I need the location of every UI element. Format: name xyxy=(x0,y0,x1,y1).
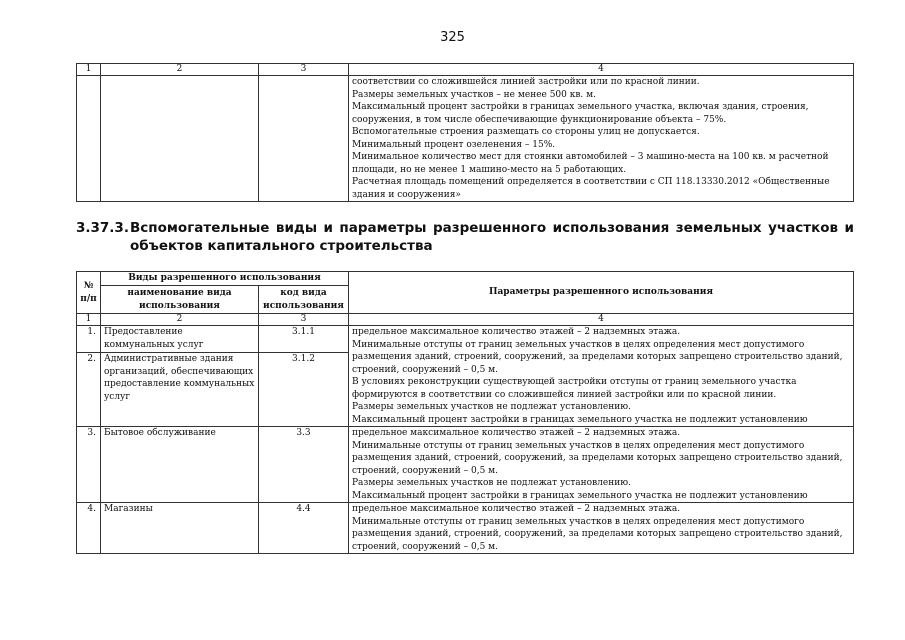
col-number: 1 xyxy=(77,64,101,76)
col-number: 3 xyxy=(259,64,349,76)
section-heading xyxy=(76,219,854,255)
param-line: Максимальный процент застройки в границах земельного участка не подлежит установлению xyxy=(352,490,808,501)
top-table xyxy=(76,63,854,202)
param-line: предельное максимальное количество этажей – 2 надземных этажа. xyxy=(352,504,681,514)
cell-name: Бытовое обслуживание xyxy=(101,427,259,503)
param-line: предельное максимальное количество этажей – 2 надземных этажа. xyxy=(352,327,681,337)
param-line: Минимальное количество мест для стоянки автомобилей – 3 машино-места на 100 кв. м расчетной площади, но не менее 1 машино-место на 5 работающих. xyxy=(352,152,829,175)
cell-params xyxy=(349,427,854,503)
main-table xyxy=(76,271,854,554)
col-number: 1 xyxy=(77,314,101,326)
col-number: 4 xyxy=(349,64,854,76)
param-line: Размеры земельных участков не подлежат установлению. xyxy=(352,478,631,488)
param-line: Максимальный процент застройки в границах земельного участка не подлежит установлению xyxy=(352,414,808,425)
top-table-col-numbers xyxy=(77,64,854,76)
cell-name: Магазины xyxy=(101,503,259,554)
cell-no: 1. xyxy=(77,326,101,353)
param-line: предельное максимальное количество этажей – 2 надземных этажа. xyxy=(352,428,681,438)
param-line: соответствии со сложившейся линией застройки или по красной линии. xyxy=(352,77,700,87)
cell-name: Административные здания организаций, обеспечивающих предоставление коммунальных услуг xyxy=(101,353,259,427)
param-line: Вспомогательные строения размещать со стороны улиц не допускается. xyxy=(352,127,700,137)
cell-code xyxy=(259,76,349,202)
param-line: Размеры земельных участков не подлежат установлению. xyxy=(352,402,631,412)
table-row xyxy=(77,427,854,503)
header-no: № п/п xyxy=(77,272,101,314)
cell-code: 4.4 xyxy=(259,503,349,554)
cell-no: 3. xyxy=(77,427,101,503)
cell-no: 2. xyxy=(77,353,101,427)
cell-params xyxy=(349,76,854,202)
cell-name xyxy=(101,76,259,202)
cell-params xyxy=(349,503,854,554)
col-number: 4 xyxy=(349,314,854,326)
param-line: В условиях реконструкции существующей застройки отступы от границ земельного участка формируются в соответствии со сложившейся линией застройки или по красной линии. xyxy=(352,377,797,400)
param-line: Минимальные отступы от границ земельных участков в целях определения мест допустимого размещения зданий, строений, сооружений, за пределами которых запрещено строительство зданий, строений, сооружений – 0,5 м. xyxy=(352,516,843,552)
param-line: Максимальный процент застройки в границах земельного участка, включая здания, строения, сооружения, в том числе обеспечивающие функционирование объекта – 75%. xyxy=(352,102,809,125)
header-row xyxy=(77,272,854,286)
header-name: наименование вида использования xyxy=(101,286,259,314)
param-line: Минимальные отступы от границ земельных участков в целях определения мест допустимого размещения зданий, строений, сооружений, за пределами которых запрещено строительство зданий, строений, сооружений – 0,5 м. xyxy=(352,339,843,375)
cell-code: 3.1.2 xyxy=(259,353,349,427)
param-line: Расчетная площадь помещений определяется в соответствии с СП 118.13330.2012 «Общественные здания и сооружения» xyxy=(352,177,830,200)
cell-no xyxy=(77,76,101,202)
header-types-group: Виды разрешенного использования xyxy=(101,272,349,286)
cell-code: 3.1.1 xyxy=(259,326,349,353)
cell-params xyxy=(349,326,854,427)
table-row xyxy=(77,503,854,554)
section-number: 3.37.3. xyxy=(76,220,129,236)
cell-code: 3.3 xyxy=(259,427,349,503)
header-params: Параметры разрешенного использования xyxy=(349,272,854,314)
param-line: Минимальные отступы от границ земельных участков в целях определения мест допустимого размещения зданий, строений, сооружений, за пределами которых запрещено строительство зданий, строений, сооружений – 0,5 м. xyxy=(352,440,843,476)
main-table-col-numbers xyxy=(77,314,854,326)
col-number: 3 xyxy=(259,314,349,326)
param-line: Размеры земельных участков – не менее 500 кв. м. xyxy=(352,89,597,100)
param-line: Минимальный процент озеленения – 15%. xyxy=(352,139,556,150)
section-title: Вспомогательные виды и параметры разрешенного использования земельных участков и объектов капитального строительства xyxy=(130,220,854,254)
table-row xyxy=(77,76,854,202)
header-code: код вида использования xyxy=(259,286,349,314)
page-number: 325 xyxy=(440,30,465,45)
col-number: 2 xyxy=(101,314,259,326)
col-number: 2 xyxy=(101,64,259,76)
cell-no: 4. xyxy=(77,503,101,554)
table-row xyxy=(77,326,854,353)
cell-name: Предоставление коммунальных услуг xyxy=(101,326,259,353)
